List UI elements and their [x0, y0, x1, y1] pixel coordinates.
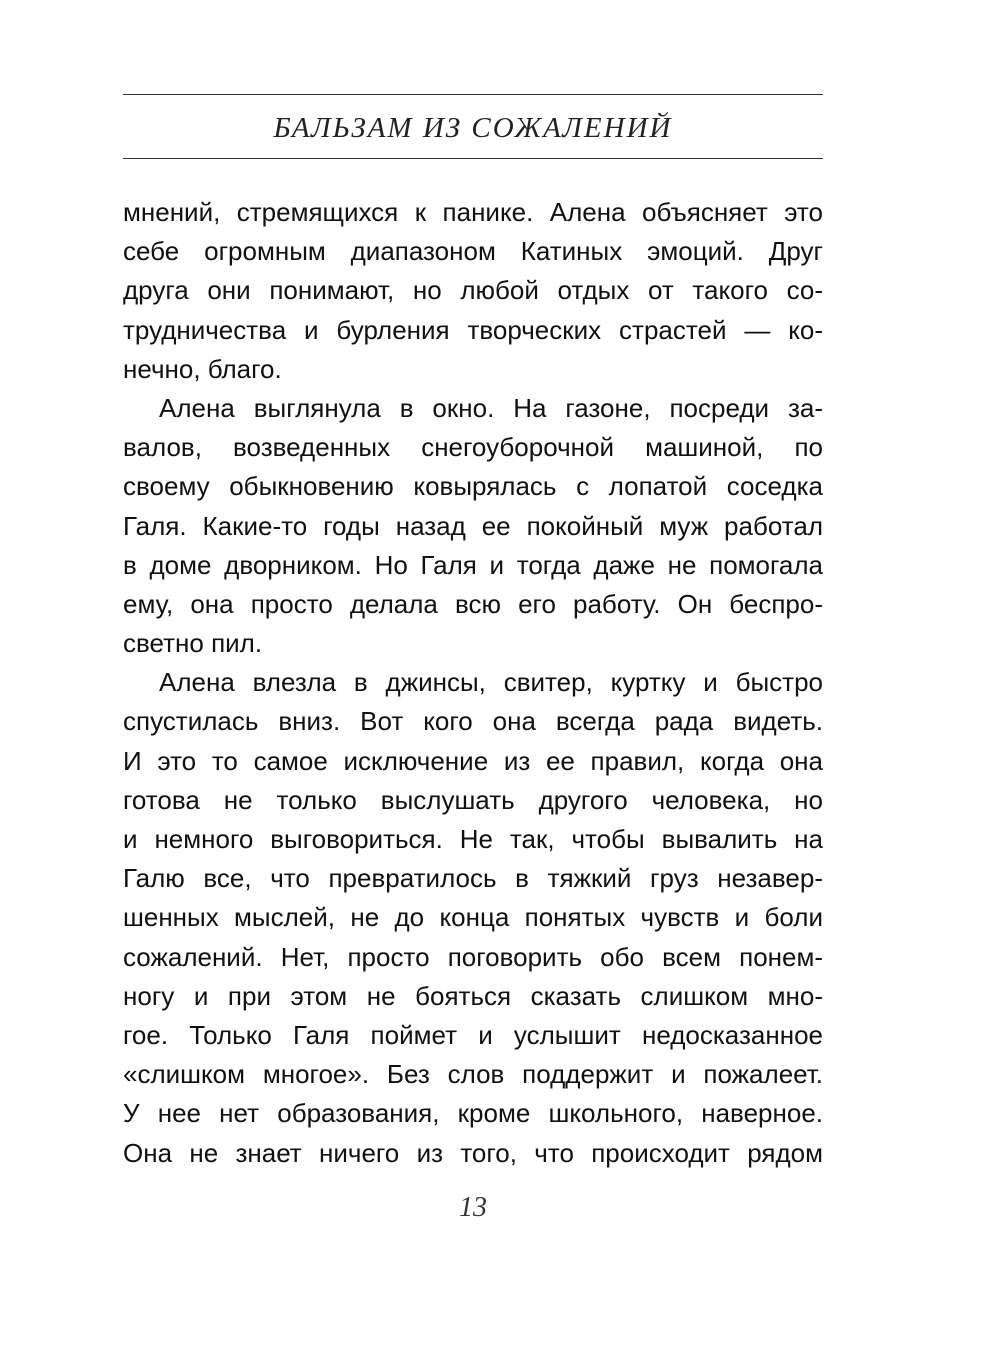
text-line: своему обыкновению ковырялась с лопатой соседка: [123, 471, 823, 502]
text-line: Алена выглянула в окно. На газоне, посреди за-: [159, 392, 823, 423]
text-line: нечно, благо.: [123, 353, 282, 384]
text-line: ему, она просто делала всю его работу. Он беспро-: [123, 588, 823, 619]
text-line: гое. Только Галя поймет и услышит недосказанное: [123, 1019, 823, 1050]
text-line: готова не только выслушать другого человека, но: [123, 784, 823, 815]
text-line: Галю все, что превратилось в тяжкий груз незавер-: [123, 863, 823, 894]
running-head: БАЛЬЗАМ ИЗ СОЖАЛЕНИЙ: [273, 112, 673, 144]
text-line: друга они понимают, но любой отдых от такого со-: [123, 275, 823, 306]
text-line: У нее нет образования, кроме школьного, наверное.: [123, 1098, 823, 1129]
text-line: трудничества и бурления творческих страстей — ко-: [123, 314, 823, 345]
text-line: Она не знает ничего из того, что происходит рядом: [123, 1137, 823, 1168]
body-text: [123, 193, 823, 1173]
text-line: в доме дворником. Но Галя и тогда даже не помогала: [123, 549, 823, 580]
text-line: валов, возведенных снегоуборочной машиной, по: [123, 432, 823, 463]
page-number: 13: [459, 1192, 487, 1223]
text-line: светно пил.: [123, 628, 263, 659]
text-line: Алена влезла в джинсы, свитер, куртку и быстро: [159, 667, 823, 698]
text-line: мнений, стремящихся к панике. Алена объясняет это: [123, 197, 823, 227]
text-line: и немного выговориться. Не так, чтобы вывалить на: [123, 824, 823, 854]
text-line: спустилась вниз. Вот кого она всегда рада видеть.: [123, 706, 823, 737]
text-line: себе огромным диапазоном Катиных эмоций. Друг: [123, 236, 823, 267]
text-line: И это то самое исключение из ее правил, когда она: [123, 745, 823, 776]
text-line: ногу и при этом не бояться сказать слишком мно-: [123, 980, 823, 1011]
text-line: сожалений. Нет, просто поговорить обо всем понем-: [123, 941, 823, 972]
text-line: шенных мыслей, не до конца понятых чувств и боли: [123, 902, 823, 933]
header-rule-bottom: [123, 158, 823, 159]
header-rule-top: [123, 94, 823, 95]
text-line: Галя. Какие-то годы назад ее покойный муж работал: [123, 510, 823, 541]
text-line: «слишком многое». Без слов поддержит и пожалеет.: [123, 1059, 823, 1090]
